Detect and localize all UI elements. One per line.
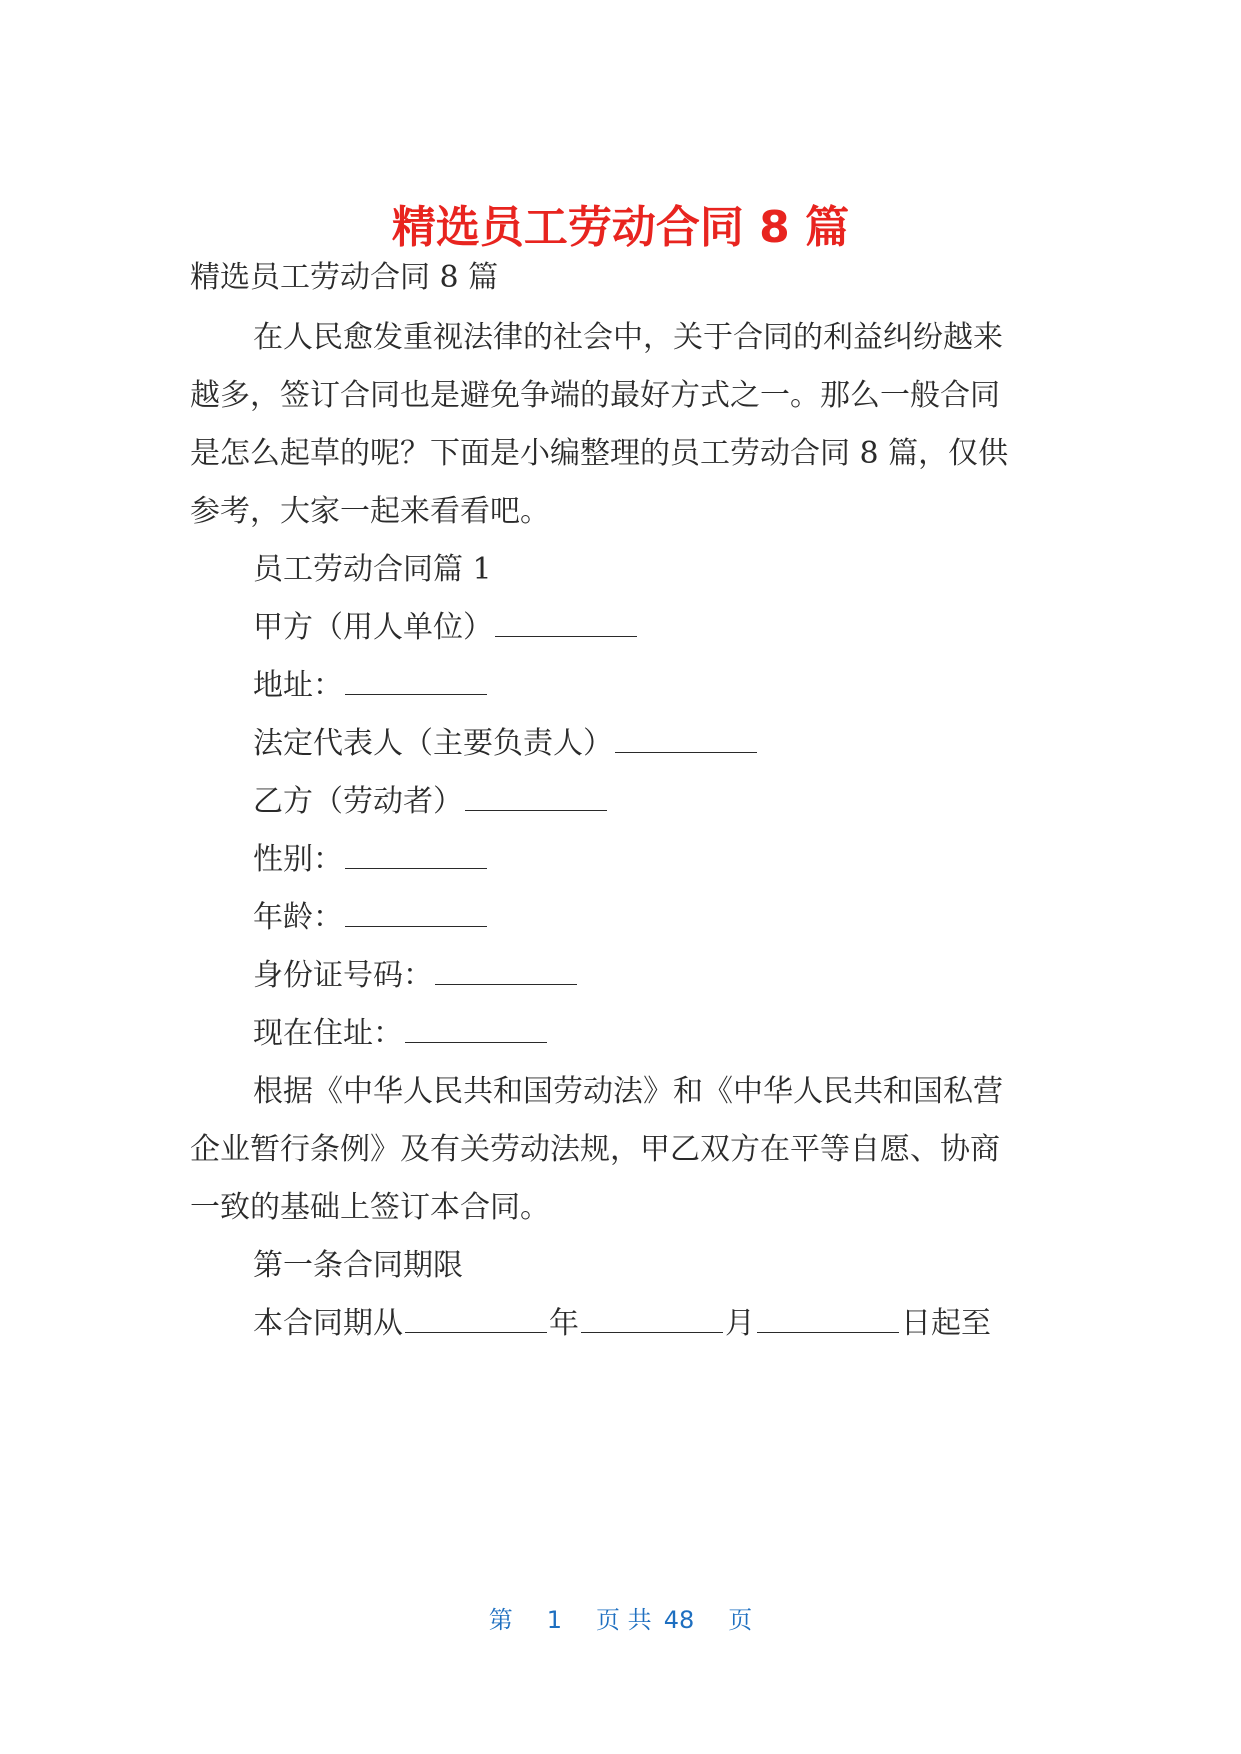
footer-of-label: 页 共	[596, 1606, 652, 1634]
article1-heading: 第一条合同期限	[253, 1248, 463, 1283]
fill-blank	[345, 900, 487, 927]
field-age	[253, 898, 1123, 938]
field-current-address	[253, 1014, 1123, 1054]
basis-line-3: 一致的基础上签订本合同。	[190, 1190, 550, 1225]
field-legal-rep-label: 法定代表人（主要负责人）	[253, 726, 613, 761]
field-current-address-label: 现在住址：	[253, 1016, 403, 1051]
fill-blank	[615, 726, 757, 753]
term-suffix: 日起至	[901, 1306, 991, 1341]
footer-end-label: 页	[728, 1606, 753, 1634]
field-legal-rep	[253, 724, 1123, 764]
field-party-b-label: 乙方（劳动者）	[253, 784, 463, 819]
fill-blank	[495, 610, 637, 637]
intro-line-3: 是怎么起草的呢？下面是小编整理的员工劳动合同 8 篇，仅供	[190, 436, 1009, 471]
fill-blank	[345, 842, 487, 869]
fill-blank	[465, 784, 607, 811]
basis-line-2: 企业暂行条例》及有关劳动法规，甲乙双方在平等自愿、协商	[190, 1132, 1000, 1167]
footer-page-number: 1	[546, 1606, 563, 1634]
field-id-number	[253, 956, 1123, 996]
field-address	[253, 666, 1123, 706]
basis-line-1: 根据《中华人民共和国劳动法》和《中华人民共和国私营	[253, 1074, 1003, 1109]
page-footer	[0, 1604, 1241, 1636]
field-party-b	[253, 782, 1123, 822]
field-party-a-label: 甲方（用人单位）	[253, 610, 493, 645]
intro-line-1: 在人民愈发重视法律的社会中，关于合同的利益纠纷越来	[253, 320, 1003, 355]
field-address-label: 地址：	[253, 668, 343, 703]
footer-page-label: 第	[488, 1606, 513, 1634]
term-month: 月	[725, 1306, 755, 1341]
intro-line-4: 参考，大家一起来看看吧。	[190, 494, 550, 529]
fill-blank	[405, 1016, 547, 1043]
field-party-a	[253, 608, 1123, 648]
document-title: 精选员工劳动合同 8 篇	[391, 202, 850, 253]
document-subtitle: 精选员工劳动合同 8 篇	[190, 260, 499, 295]
field-gender-label: 性别：	[253, 842, 343, 877]
term-prefix: 本合同期从	[253, 1306, 403, 1341]
footer-total-pages: 48	[663, 1606, 695, 1634]
field-gender	[253, 840, 1123, 880]
field-age-label: 年龄：	[253, 900, 343, 935]
fill-blank	[435, 958, 577, 985]
term-year: 年	[549, 1306, 579, 1341]
fill-blank	[581, 1306, 723, 1333]
fill-blank	[345, 668, 487, 695]
contract-term-line	[253, 1304, 1123, 1344]
intro-line-2: 越多，签订合同也是避免争端的最好方式之一。那么一般合同	[190, 378, 1000, 413]
fill-blank	[757, 1306, 899, 1333]
section-heading: 员工劳动合同篇 1	[253, 552, 492, 587]
field-id-number-label: 身份证号码：	[253, 958, 433, 993]
fill-blank	[405, 1306, 547, 1333]
